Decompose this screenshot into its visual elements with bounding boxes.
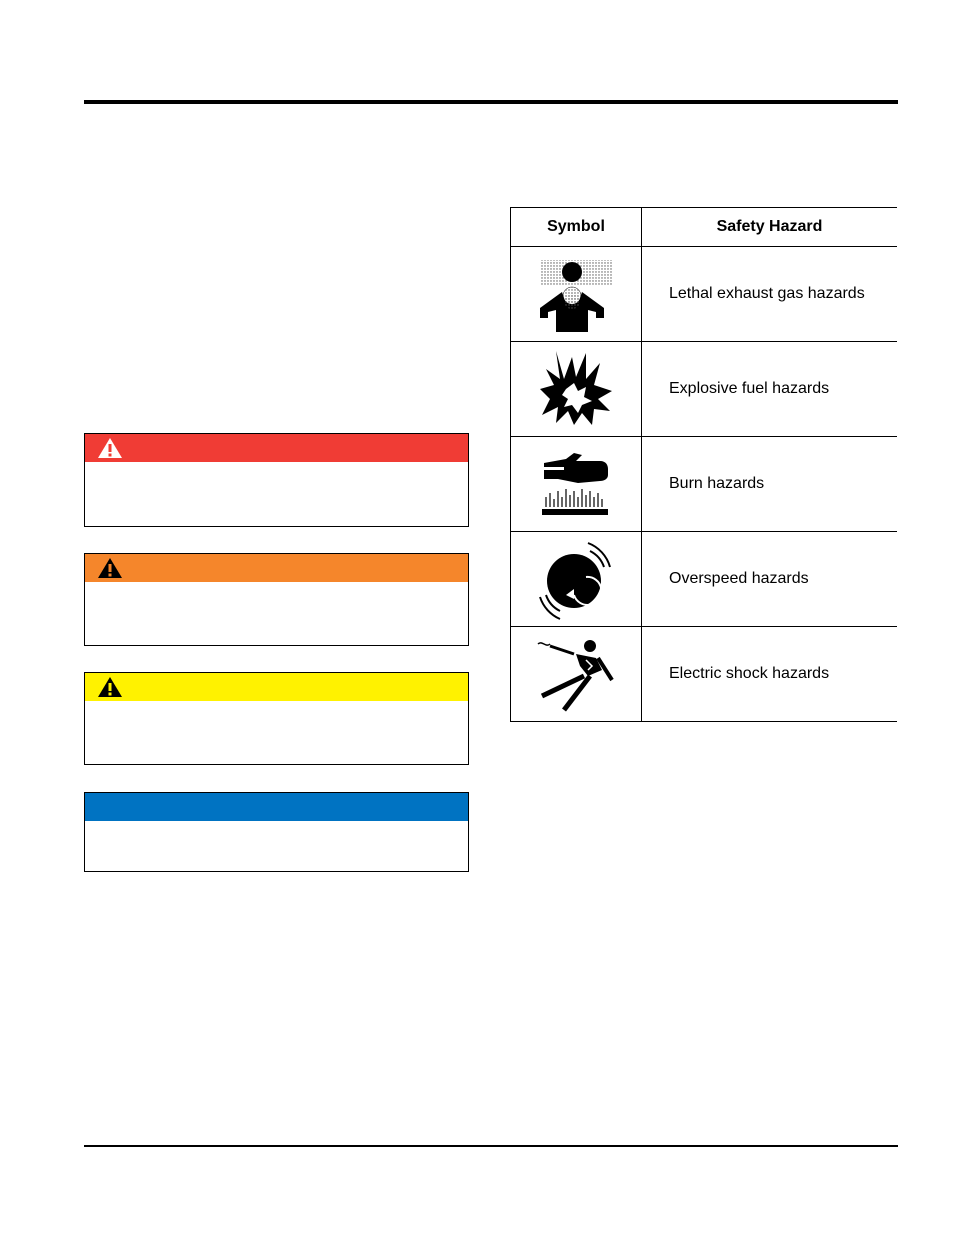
symbol-cell — [511, 627, 642, 722]
symbol-cell — [511, 247, 642, 342]
hazard-symbol-table — [510, 207, 897, 722]
table-row — [511, 627, 898, 722]
danger-body — [85, 462, 468, 526]
hazard-label: Burn hazards — [642, 437, 898, 532]
notice-band — [85, 793, 468, 821]
hazard-label: Lethal exhaust gas hazards — [642, 247, 898, 342]
burn-hand-icon — [538, 449, 614, 519]
symbol-header: Symbol — [511, 208, 642, 247]
warning-signal-box — [84, 553, 469, 646]
symbol-cell — [511, 437, 642, 532]
caution-signal-box — [84, 672, 469, 765]
hazard-label: Explosive fuel hazards — [642, 342, 898, 437]
overspeed-icon — [536, 537, 616, 621]
danger-signal-box — [84, 433, 469, 527]
warning-band — [85, 554, 468, 582]
table-row — [511, 532, 898, 627]
header-rule — [84, 100, 898, 104]
warning-triangle-icon — [97, 437, 123, 459]
footer-rule — [84, 1145, 898, 1147]
warning-body — [85, 582, 468, 646]
symbol-cell — [511, 342, 642, 437]
explosion-icon — [538, 349, 614, 429]
notice-body — [85, 821, 468, 885]
warning-triangle-icon — [97, 557, 123, 579]
hazard-label: Overspeed hazards — [642, 532, 898, 627]
hazard-label: Electric shock hazards — [642, 627, 898, 722]
electric-shock-icon — [536, 636, 616, 712]
notice-signal-box — [84, 792, 469, 872]
safety-hazard-header: Safety Hazard — [642, 208, 898, 247]
caution-band — [85, 673, 468, 701]
symbol-cell — [511, 532, 642, 627]
exhaust-gas-icon — [538, 256, 614, 332]
table-row — [511, 247, 898, 342]
caution-body — [85, 701, 468, 765]
danger-band — [85, 434, 468, 462]
table-header-row — [511, 208, 898, 247]
table-row — [511, 342, 898, 437]
table-row — [511, 437, 898, 532]
warning-triangle-icon — [97, 676, 123, 698]
